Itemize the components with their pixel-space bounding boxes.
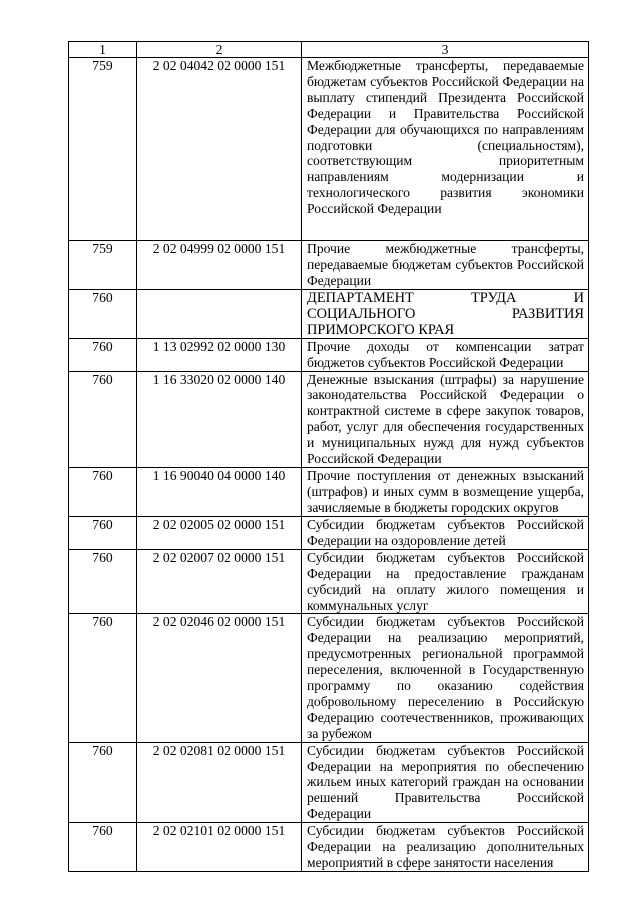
table-row (69, 549, 589, 614)
table-row (69, 241, 589, 290)
description-cell: Субсидии бюджетам субъектов Российской Федерации на реализацию мероприятий, предусмотренных региональной программой переселения, включенной в Государственную программу по оказанию содействия добровольному переселению в Российскую Федерацию соотечественников, проживающих за рубежом (302, 614, 589, 742)
table-row (69, 742, 589, 823)
budget-code-cell (137, 289, 302, 338)
table-row (69, 338, 589, 371)
department-heading: ДЕПАРТАМЕНТ ТРУДА И СОЦИАЛЬНОГО РАЗВИТИЯ ПРИМОРСКОГО КРАЯ (302, 289, 589, 338)
admin-code-cell: 760 (69, 516, 137, 549)
header-col-2: 2 (137, 42, 302, 58)
description-cell: Субсидии бюджетам субъектов Российской Федерации на оздоровление детей (302, 516, 589, 549)
table-row-department (69, 289, 589, 338)
description-cell: Субсидии бюджетам субъектов Российской Федерации на мероприятия по обеспечению жильем иных категорий граждан на основании решений Правительства Российской Федерации (302, 742, 589, 823)
table-header (69, 42, 589, 58)
budget-code-cell: 2 02 02005 02 0000 151 (137, 516, 302, 549)
admin-code-cell: 760 (69, 823, 137, 872)
budget-code-cell: 2 02 02007 02 0000 151 (137, 549, 302, 614)
budget-code-cell: 1 13 02992 02 0000 130 (137, 338, 302, 371)
table-row (69, 371, 589, 467)
description-cell: Субсидии бюджетам субъектов Российской Федерации на реализацию дополнительных мероприятий в сфере занятости населения (302, 823, 589, 872)
admin-code-cell: 760 (69, 549, 137, 614)
header-col-1: 1 (69, 42, 137, 58)
budget-code-cell: 2 02 04999 02 0000 151 (137, 241, 302, 290)
table-row (69, 516, 589, 549)
description-cell: Прочие межбюджетные трансферты, передаваемые бюджетам субъектов Российской Федерации (302, 241, 589, 290)
description-cell: Субсидии бюджетам субъектов Российской Федерации на предоставление гражданам субсидий на оплату жилого помещения и коммунальных услуг (302, 549, 589, 614)
budget-code-cell: 2 02 04042 02 0000 151 (137, 58, 302, 241)
description-cell: Прочие поступления от денежных взысканий (штрафов) и иных сумм в возмещение ущерба, зачисляемые в бюджеты городских округов (302, 467, 589, 516)
admin-code-cell: 760 (69, 338, 137, 371)
header-row (69, 42, 589, 58)
admin-code-cell: 760 (69, 371, 137, 467)
table-body (69, 58, 589, 872)
admin-code-cell: 760 (69, 289, 137, 338)
budget-code-cell: 2 02 02046 02 0000 151 (137, 614, 302, 742)
description-cell: Прочие доходы от компенсации затрат бюджетов субъектов Российской Федерации (302, 338, 589, 371)
table-row (69, 823, 589, 872)
budget-code-cell: 2 02 02101 02 0000 151 (137, 823, 302, 872)
admin-code-cell: 760 (69, 742, 137, 823)
budget-codes-table (68, 41, 589, 872)
admin-code-cell: 759 (69, 58, 137, 241)
budget-code-cell: 1 16 90040 04 0000 140 (137, 467, 302, 516)
description-cell: Денежные взыскания (штрафы) за нарушение законодательства Российской Федерации о контрактной системе в сфере закупок товаров, работ, услуг для обеспечения государственных и муниципальных нужд для нужд субъектов Российской Федерации (302, 371, 589, 467)
description-cell: Межбюджетные трансферты, передаваемые бюджетам субъектов Российской Федерации на выплату стипендий Президента Российской Федерации и Правительства Российской Федерации для обучающихся по направлениям подготовки (специальностям), соответствующим приоритетным направлениям модернизации и технологического развития экономики Российской Федерации (302, 58, 589, 241)
table-row (69, 467, 589, 516)
admin-code-cell: 760 (69, 467, 137, 516)
table-row (69, 58, 589, 241)
header-col-3: 3 (302, 42, 589, 58)
budget-code-cell: 1 16 33020 02 0000 140 (137, 371, 302, 467)
admin-code-cell: 760 (69, 614, 137, 742)
budget-code-cell: 2 02 02081 02 0000 151 (137, 742, 302, 823)
table-row (69, 614, 589, 742)
admin-code-cell: 759 (69, 241, 137, 290)
